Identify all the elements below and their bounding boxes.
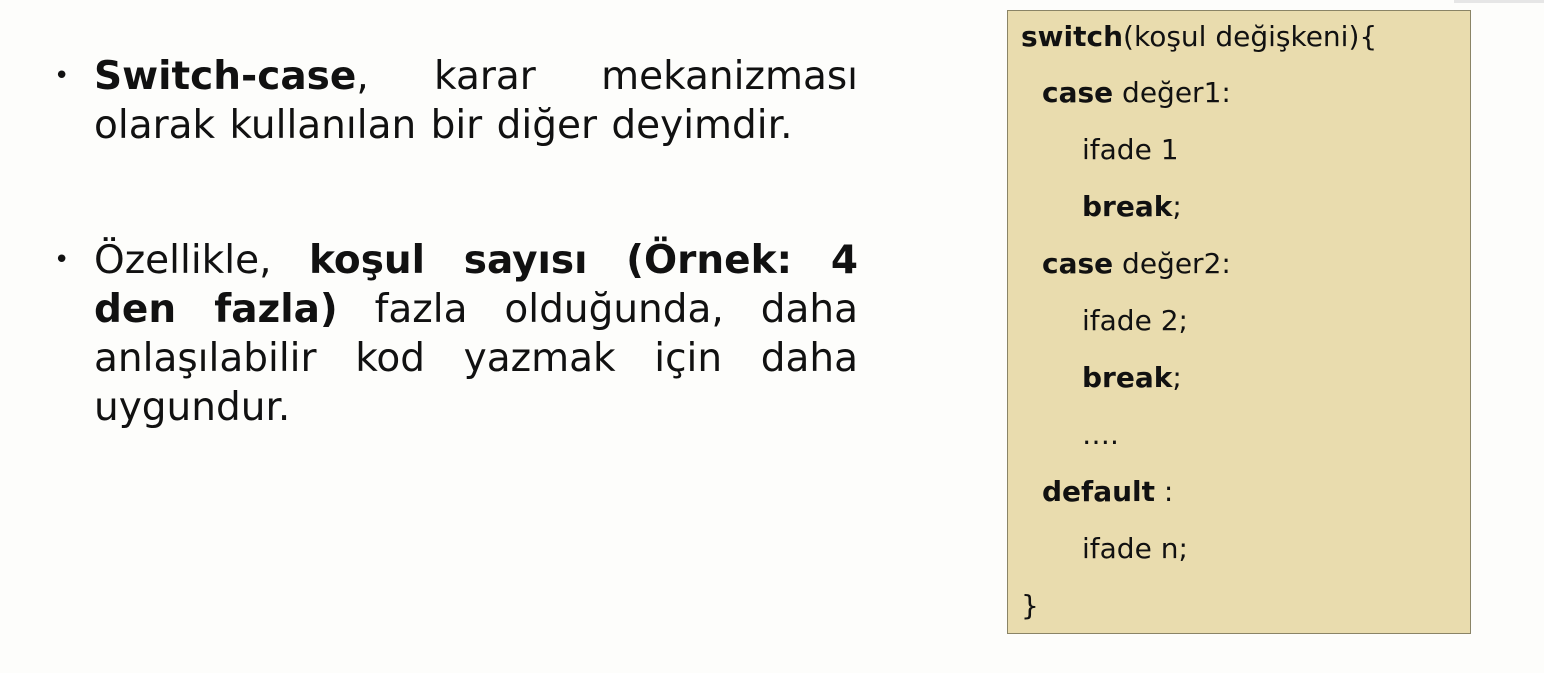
code-line-break2 <box>1082 360 1182 396</box>
code-line-stmt1: ifade 1 <box>1082 133 1179 166</box>
case-keyword: case <box>1042 247 1114 280</box>
bullet-item-2 <box>52 236 858 432</box>
semicolon: ; <box>1172 190 1182 223</box>
bullet-dot-icon: • <box>54 61 70 91</box>
switch-keyword: switch <box>1021 20 1124 53</box>
semicolon: ; <box>1172 361 1182 394</box>
window-edge <box>1454 0 1544 3</box>
code-line-stmt2: ifade 2; <box>1082 304 1188 337</box>
bullet-1-text: , karar mekanizması olarak kullanılan bir diğer deyimdir. <box>94 54 858 148</box>
bullet-2-text: fazla olduğunda, daha anlaşılabilir kod yazmak için daha uygundur. <box>94 287 858 430</box>
code-line-switch <box>1021 19 1377 55</box>
code-line-case1 <box>1042 75 1231 111</box>
bullet-2-prefix: Özellikle, <box>94 238 310 283</box>
colon: : <box>1155 475 1174 508</box>
code-line-ellipsis: …. <box>1082 418 1119 451</box>
switch-condition: (koşul değişkeni){ <box>1123 20 1378 53</box>
code-line-close-brace: } <box>1021 589 1039 622</box>
code-line-break1 <box>1082 189 1182 225</box>
code-line-stmtn: ifade n; <box>1082 532 1188 565</box>
default-keyword: default <box>1042 475 1156 508</box>
code-line-case2 <box>1042 246 1231 282</box>
break-keyword: break <box>1082 361 1173 394</box>
case1-value: değer1: <box>1113 76 1231 109</box>
bullet-1-strong: Switch-case <box>94 54 357 99</box>
switch-syntax-box <box>1007 10 1471 634</box>
bullet-dot-icon: • <box>54 245 70 275</box>
bullet-list <box>52 52 858 518</box>
bullet-2-strong: koşul sayısı (Örnek: 4 den fazla) <box>94 238 858 332</box>
bullet-item-1 <box>52 52 858 150</box>
break-keyword: break <box>1082 190 1173 223</box>
case-keyword: case <box>1042 76 1114 109</box>
case2-value: değer2: <box>1113 247 1231 280</box>
code-line-default <box>1042 474 1173 510</box>
